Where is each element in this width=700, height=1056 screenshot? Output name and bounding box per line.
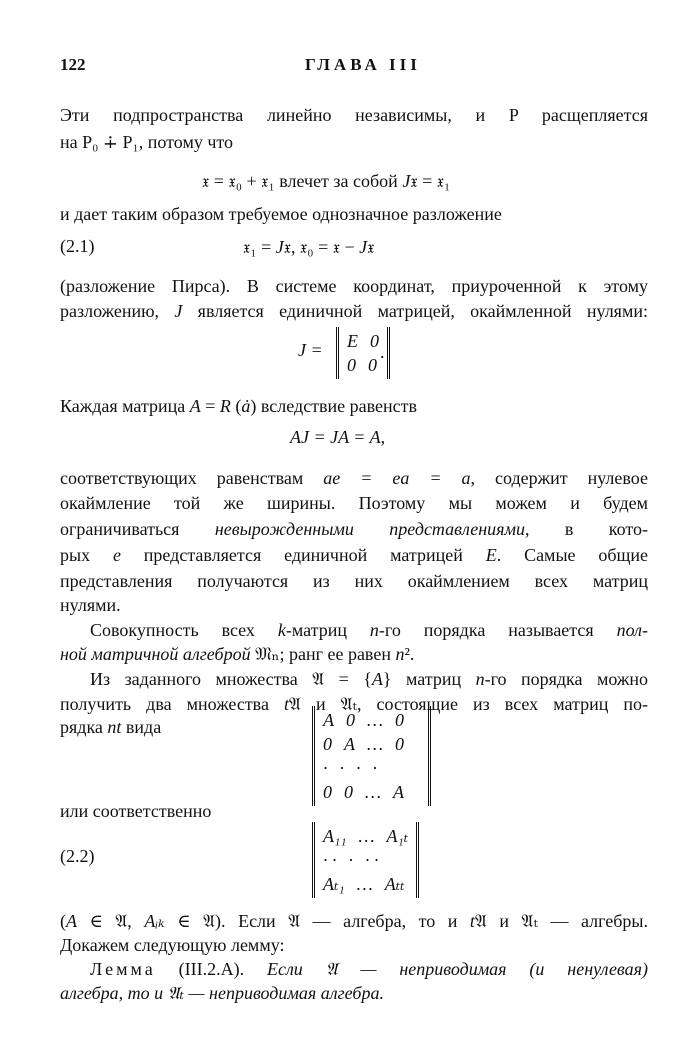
italic-text: n xyxy=(395,644,405,664)
text-segment: Эти подпространства линейно независимы, и P расщепляется xyxy=(60,105,648,125)
matrix-cell: · xyxy=(356,758,361,778)
text-segment: ². xyxy=(404,644,415,664)
matrix-cell: · · xyxy=(365,850,379,870)
text-segment: вида xyxy=(121,717,162,737)
matrix-cell: 0 xyxy=(347,355,356,375)
text-segment: 𝔐ₙ; ранг ее равен xyxy=(250,644,396,664)
italic-text: t xyxy=(469,911,475,931)
text-segment: (разложение Пирса). В системе координат, приуроченной к этому xyxy=(60,276,648,296)
text-segment: представляется единичной матрицей xyxy=(120,545,486,565)
matrix-cell: 0 xyxy=(346,710,355,730)
text-line xyxy=(60,716,648,738)
matrix-cell: A xyxy=(393,782,405,802)
text-segment: Каждая матрица xyxy=(60,396,190,416)
text-segment: . Самые общие xyxy=(496,545,648,565)
text-segment: = xyxy=(200,396,220,416)
matrix-cell: · xyxy=(372,758,377,778)
text-line xyxy=(60,800,648,822)
running-title: ГЛАВА III xyxy=(305,55,421,74)
text-segment: ( xyxy=(230,396,242,416)
matrix-cell: 0 xyxy=(323,782,332,802)
j-matrix-lhs: J = xyxy=(298,340,323,360)
matrix-cell: A₁ₜ xyxy=(386,826,409,846)
text-segment: Лемма xyxy=(90,959,156,979)
text-segment: окаймление той же ширины. Поэтому мы можем и будем xyxy=(60,493,648,513)
matrix-cell: · xyxy=(339,758,344,778)
text-line xyxy=(60,594,648,616)
matrix-cell: 0 xyxy=(368,355,377,375)
text-segment: разложению, xyxy=(60,301,175,321)
text-line xyxy=(90,958,648,980)
matrix-cell: Aₜₜ xyxy=(384,874,405,894)
text-line xyxy=(60,131,648,153)
j-matrix-period: . xyxy=(380,342,385,362)
text-segment: ∈ 𝔄, xyxy=(77,911,145,931)
text-line xyxy=(60,693,648,715)
text-segment: 𝔵, 𝔵₀ = 𝔵 − xyxy=(283,237,360,257)
text-line xyxy=(60,643,648,665)
italic-text: Aᵢₖ xyxy=(144,911,165,931)
matrix-cell: … xyxy=(356,874,373,894)
italic-text: e xyxy=(112,545,121,565)
text-line xyxy=(60,544,648,566)
text-segment: является единичной матрицей, окаймленной нулями: xyxy=(182,301,648,321)
matrix-cell: 0 xyxy=(323,734,332,754)
matrix-cell: · · xyxy=(323,850,337,870)
text-segment: (III.2.A). xyxy=(155,959,267,979)
italic-text: AJ = JA = A xyxy=(290,427,381,447)
text-segment: 𝔄 и 𝔄ₜ — алгебры. xyxy=(474,911,648,931)
italic-text: ae = ea = a xyxy=(323,468,471,488)
italic-text: nt xyxy=(107,717,122,737)
text-segment: } матриц xyxy=(382,669,476,689)
matrix-row xyxy=(347,329,379,353)
matrix-row xyxy=(347,353,379,377)
text-line xyxy=(90,619,648,641)
italic-text: J xyxy=(359,237,368,257)
text-segment: -матриц xyxy=(285,620,370,640)
italic-text: A xyxy=(66,911,77,931)
matrix-cell: · xyxy=(323,758,328,778)
text-segment: ∈ 𝔄). Если 𝔄 — алгебра, то и xyxy=(164,911,470,931)
italic-text: J xyxy=(174,301,183,321)
text-segment: ) вследствие равенств xyxy=(250,396,418,416)
italic-text: A xyxy=(189,396,201,416)
text-segment: рядка xyxy=(60,717,108,737)
text-segment: Из заданного множества 𝔄 = { xyxy=(90,669,372,689)
text-line xyxy=(60,300,648,322)
text-line xyxy=(90,668,648,690)
italic-text: R xyxy=(219,396,231,416)
equation-label-2-1: (2.1) xyxy=(60,236,95,256)
matrix-cell: A₁₁ xyxy=(323,826,347,846)
page-number: 122 xyxy=(60,55,86,74)
italic-text: ȧ xyxy=(241,396,251,416)
text-segment: 𝔵 xyxy=(367,237,375,257)
italic-text: пол- xyxy=(616,620,648,640)
text-segment: ограничиваться xyxy=(60,519,215,539)
italic-text: невырожденными представлениями xyxy=(214,519,526,539)
text-segment: , xyxy=(380,427,386,447)
italic-text: n xyxy=(369,620,379,640)
text-line xyxy=(60,492,648,514)
text-line xyxy=(60,104,648,126)
text-segment: нулями. xyxy=(60,595,121,615)
general-block-matrix xyxy=(312,822,419,898)
matrix-cell: … xyxy=(367,734,384,754)
text-segment: Докажем следующую лемму: xyxy=(60,935,285,955)
matrix-cell: A xyxy=(323,710,334,730)
text-segment: -го порядка можно xyxy=(484,669,648,689)
matrix-cell: … xyxy=(365,782,382,802)
matrix-row xyxy=(323,756,404,780)
matrix-cell: E xyxy=(347,331,358,351)
text-segment: получить два множества xyxy=(60,694,284,714)
text-segment: 𝔵 = 𝔵₀ + 𝔵₁ xyxy=(202,171,275,191)
text-line xyxy=(202,170,700,192)
italic-text: t xyxy=(283,694,289,714)
text-line xyxy=(60,570,648,592)
text-segment: 𝔄 и 𝔄ₜ, состоящие из всех матриц по- xyxy=(288,694,648,714)
text-line xyxy=(60,275,648,297)
equation-label-2-2: (2.2) xyxy=(60,846,95,866)
text-segment: соответствующих равенствам xyxy=(60,468,324,488)
italic-text: A xyxy=(371,669,383,689)
text-segment: рых xyxy=(60,545,113,565)
italic-text: Если 𝔄 — неприводимая (и ненулевая) xyxy=(266,959,648,979)
text-segment: 𝔵 = 𝔵₁ xyxy=(410,171,451,191)
italic-text: k xyxy=(277,620,286,640)
matrix-row xyxy=(323,824,408,848)
text-segment: на P₀ ∔ P₁, потому что xyxy=(60,132,234,152)
matrix-cell: … xyxy=(358,826,375,846)
matrix-cell: · xyxy=(348,850,353,870)
text-segment: Совокупность всех xyxy=(90,620,278,640)
matrix-cell: Aₜ₁ xyxy=(323,874,345,894)
matrix-row xyxy=(323,872,408,896)
text-line xyxy=(60,982,648,1004)
text-line xyxy=(60,518,648,540)
text-segment: представления получаются из них окаймлением всех матриц xyxy=(60,571,648,591)
matrix-row xyxy=(323,848,408,872)
italic-text: J xyxy=(402,171,411,191)
text-segment: ( xyxy=(60,911,66,931)
italic-text: J xyxy=(275,237,284,257)
text-line xyxy=(60,934,648,956)
text-line xyxy=(60,910,648,932)
text-line xyxy=(60,203,648,225)
text-segment: , в кото- xyxy=(525,519,648,539)
italic-text: ной матричной алгеброй xyxy=(60,644,251,664)
matrix-cell: 0 xyxy=(370,331,379,351)
text-line xyxy=(243,236,700,258)
italic-text: алгебра, то и 𝔄ₜ — неприводимая алгебра. xyxy=(60,983,384,1003)
text-line xyxy=(60,395,648,417)
matrix-cell: A xyxy=(344,734,355,754)
text-segment: , содержит нулевое xyxy=(470,468,648,488)
italic-text: n xyxy=(475,669,485,689)
matrix-cell: 0 xyxy=(395,710,405,730)
matrix-cell: 0 xyxy=(395,734,405,754)
text-line xyxy=(290,426,700,448)
matrix-cell: 0 xyxy=(344,782,353,802)
text-segment: 𝔵₁ = xyxy=(243,237,276,257)
text-segment: влечет за собой xyxy=(274,171,403,191)
italic-text: E xyxy=(485,545,497,565)
text-segment: -го порядка называется xyxy=(378,620,617,640)
text-line xyxy=(60,467,648,489)
matrix-cell: … xyxy=(367,710,384,730)
text-segment: и дает таким образом требуемое однозначное разложение xyxy=(60,204,502,224)
text-segment: или соответственно xyxy=(60,801,212,821)
